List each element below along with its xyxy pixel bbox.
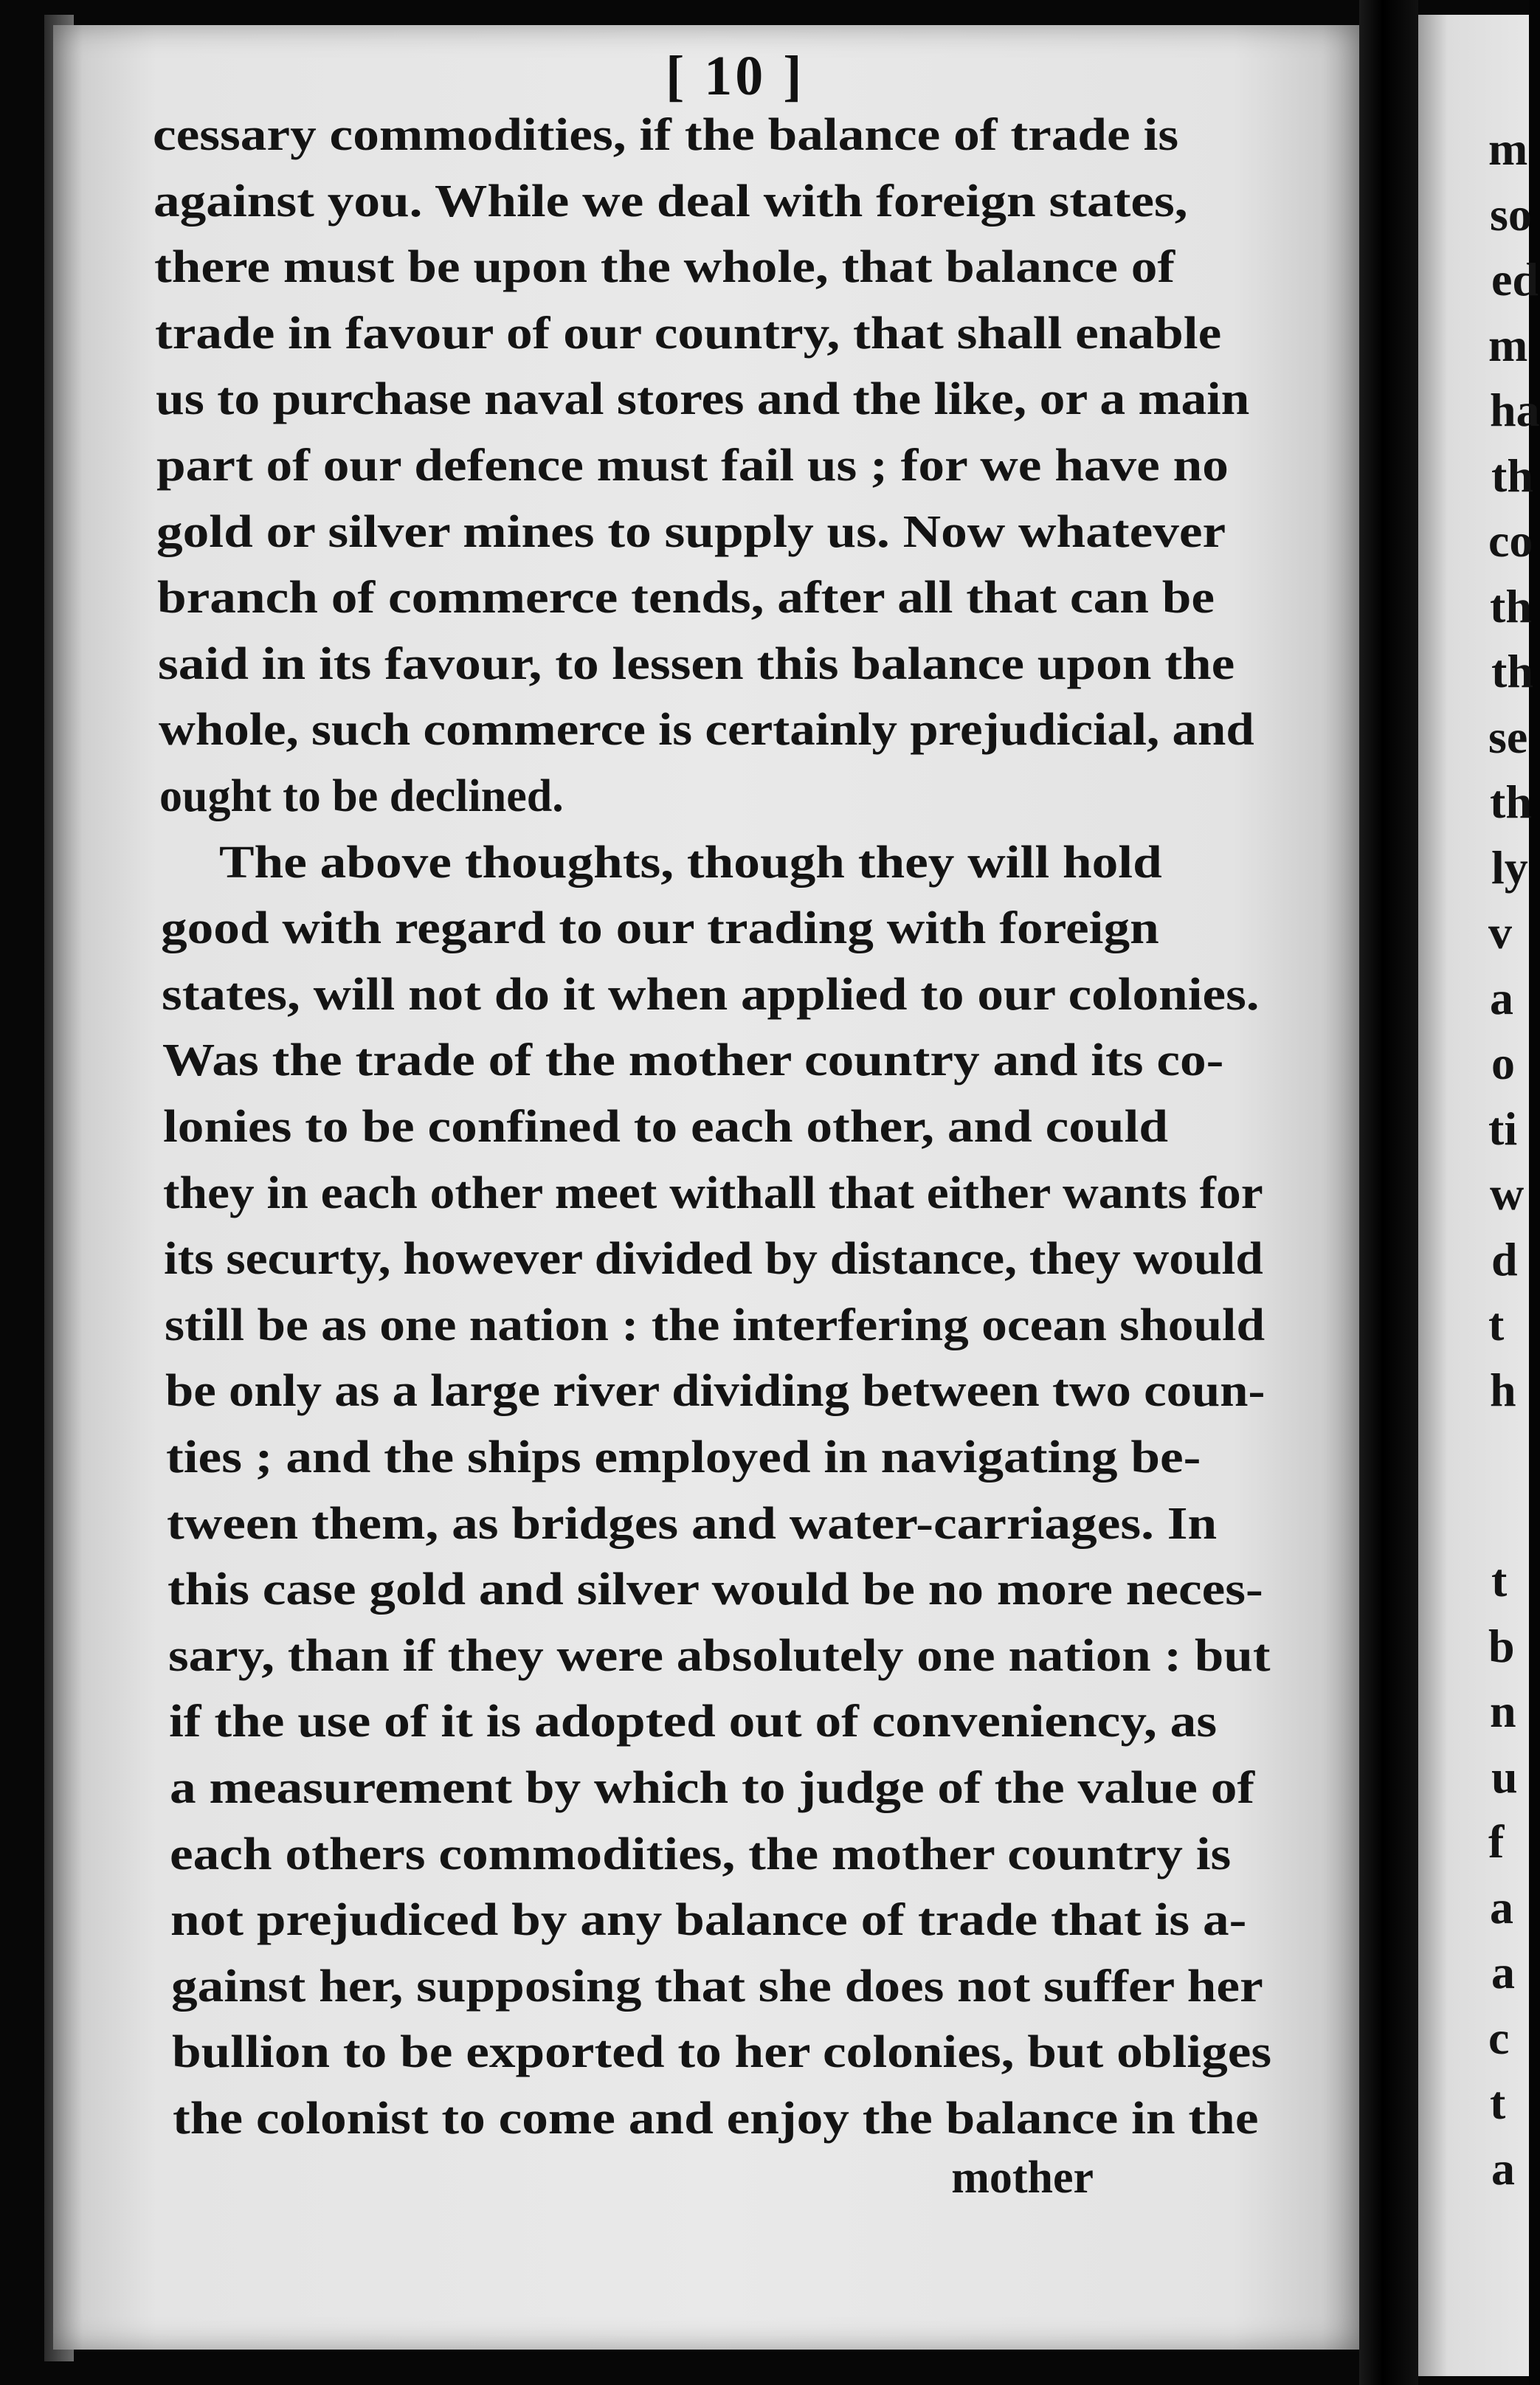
- text-line: branch of commerce tends, after all that can be: [157, 573, 1215, 623]
- text-line: there must be upon the whole, that balance of: [154, 242, 1175, 292]
- text-line: said in its favour, to lessen this balance upon the: [158, 639, 1235, 689]
- facing-page-fragment: th: [1490, 776, 1532, 828]
- facing-page-fragment: a: [1491, 2142, 1515, 2195]
- facing-page-fragment: o: [1491, 1037, 1515, 1089]
- facing-page-fragment: d: [1491, 1233, 1518, 1285]
- text-line: not prejudiced by any balance of trade that is a-: [170, 1895, 1247, 1945]
- facing-page-fragment: m: [1488, 319, 1528, 371]
- facing-page-fragment: so: [1490, 188, 1532, 241]
- text-line: good with regard to our trading with foreign: [161, 903, 1159, 953]
- facing-page-fragment: ha: [1490, 384, 1540, 436]
- text-line: tween them, as bridges and water-carriages. In: [167, 1499, 1218, 1549]
- text-line: sary, than if they were absolutely one nation : but: [168, 1631, 1271, 1681]
- facing-page-fragment: t: [1490, 2077, 1506, 2129]
- facing-page-fragment: a: [1490, 972, 1513, 1024]
- facing-page-fragment: a: [1491, 1946, 1515, 1998]
- text-line: still be as one nation : the interfering ocean should: [165, 1300, 1266, 1350]
- page-number: [ 10 ]: [666, 45, 805, 107]
- text-line: whole, such commerce is certainly prejudicial, and: [159, 705, 1254, 755]
- facing-page-fragment: t: [1491, 1554, 1508, 1606]
- text-line: us to purchase naval stores and the like, or a main: [156, 374, 1250, 424]
- facing-page-fragment: v: [1488, 906, 1512, 959]
- facing-page-fragment: m: [1488, 122, 1528, 175]
- text-line: cessary commodities, if the balance of trade is: [153, 110, 1179, 160]
- text-line: if the use of it is adopted out of conveniency, as: [169, 1697, 1218, 1747]
- facing-page-fragment: c: [1488, 2012, 1510, 2064]
- text-line: each others commodities, the mother country is: [170, 1829, 1232, 1880]
- text-line: this case gold and silver would be no more neces-: [168, 1564, 1263, 1615]
- facing-page-fragment: co: [1488, 514, 1533, 567]
- facing-page-fragment: t: [1488, 1298, 1505, 1350]
- text-line: The above thoughts, though they will hold: [219, 838, 1162, 888]
- facing-page-fragment: th: [1491, 645, 1533, 697]
- facing-page-fragment: a: [1490, 1881, 1513, 1933]
- text-line: its securty, however divided by distance, they would: [164, 1234, 1263, 1284]
- facing-page-fragment: ly: [1491, 841, 1528, 894]
- text-line: lonies to be confined to each other, and could: [163, 1102, 1169, 1152]
- facing-page-edge: [1418, 15, 1540, 2376]
- facing-page-fragment: se: [1488, 711, 1528, 763]
- text-line: states, will not do it when applied to our colonies.: [162, 970, 1260, 1020]
- text-line: gainst her, supposing that she does not suffer her: [171, 1961, 1263, 2012]
- facing-page-fragment: f: [1488, 1815, 1505, 1868]
- catchword: mother: [951, 2153, 1094, 2203]
- facing-page-fragment: th: [1490, 580, 1532, 632]
- facing-page-fragment: ed: [1491, 253, 1539, 306]
- text-line: Was the trade of the mother country and its co-: [162, 1035, 1224, 1085]
- text-line: a measurement by which to judge of the value of: [170, 1763, 1255, 1813]
- facing-page-fragment: th: [1491, 449, 1533, 502]
- facing-page-fragment: w: [1490, 1167, 1525, 1220]
- text-line: the colonist to come and enjoy the balance in the: [173, 2094, 1259, 2144]
- facing-page-fragment: u: [1491, 1750, 1518, 1803]
- text-line: bullion to be exported to her colonies, but obliges: [172, 2027, 1272, 2077]
- facing-page-fragment: h: [1490, 1364, 1516, 1416]
- text-line: part of our defence must fail us ; for we have no: [156, 441, 1229, 491]
- facing-page-fragment: ti: [1488, 1102, 1518, 1155]
- book-gutter: [1359, 0, 1418, 2385]
- text-line: ought to be declined.: [159, 771, 564, 821]
- facing-page-fragment: n: [1490, 1685, 1516, 1737]
- text-line: ties ; and the ships employed in navigating be-: [166, 1432, 1201, 1483]
- text-line: gold or silver mines to supply us. Now whatever: [156, 507, 1226, 557]
- text-line: be only as a large river dividing between two coun-: [165, 1366, 1266, 1416]
- book-page: [53, 25, 1359, 2350]
- text-line: they in each other meet withall that either wants for: [163, 1168, 1263, 1218]
- text-line: trade in favour of our country, that shall enable: [155, 308, 1222, 359]
- facing-page-fragment: b: [1488, 1620, 1515, 1672]
- text-line: against you. While we deal with foreign states,: [153, 176, 1188, 227]
